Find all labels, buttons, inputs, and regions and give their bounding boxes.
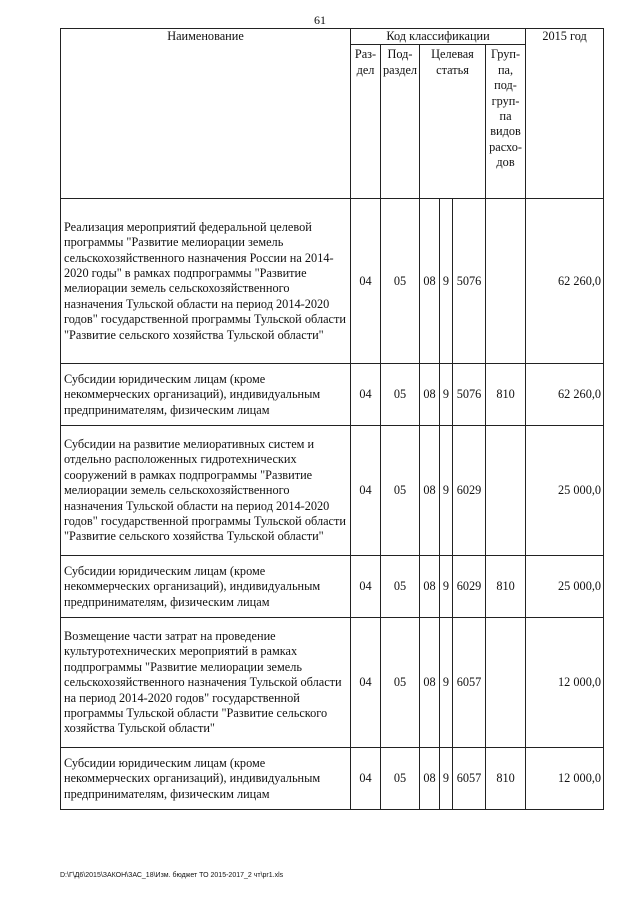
row-podrazdel: 05 [381,618,420,748]
row-podrazdel: 05 [381,748,420,810]
row-expense-group [486,618,526,748]
header-year: 2015 год [526,29,604,199]
row-target-part3: 6057 [453,748,486,810]
row-name: Субсидии юридическим лицам (кроме некоммерческих организаций), индивидуальным предпринимателям, физическим лицам [61,556,351,618]
row-target-part3: 6029 [453,426,486,556]
row-podrazdel: 05 [381,556,420,618]
row-target-part1: 08 [420,748,440,810]
row-target-part2: 9 [440,748,453,810]
table-row [61,426,604,556]
row-target-part1: 08 [420,364,440,426]
row-name: Субсидии на развитие мелиоративных систем и отдельно расположенных гидротехнических сооружений в рамках подпрограммы "Развитие мелиорации земель сельскохозяйственного назначения Тульской области на период 2014-2020 годов" государственной программы Тульской области "Развитие сельского хозяйства Тульской области" [61,426,351,556]
row-razdel: 04 [351,364,381,426]
row-podrazdel: 05 [381,199,420,364]
row-razdel: 04 [351,618,381,748]
table-row [61,556,604,618]
row-razdel: 04 [351,426,381,556]
row-name: Возмещение части затрат на проведение культуротехнических мероприятий в рамках подпрограммы "Развитие мелиорации земель сельскохозяйственного назначения Тульской области на период 2014-2020 годов" государственной программы Тульской области "Развитие сельского хозяйства Тульской области" [61,618,351,748]
row-amount: 25 000,0 [526,556,604,618]
row-target-part3: 5076 [453,199,486,364]
table-row [61,364,604,426]
file-path-footer: D:\Г\Д6\2015\ЗАКОН\ЗАС_18\Изм. бюджет ТО 2015-2017_2 чт\pr1.xls [60,872,284,879]
row-expense-group: 810 [486,364,526,426]
budget-table [60,28,604,810]
header-podrazdel: Под- раздел [381,45,420,199]
row-amount: 25 000,0 [526,426,604,556]
row-target-part3: 6029 [453,556,486,618]
table-row [61,618,604,748]
row-razdel: 04 [351,556,381,618]
row-target-part1: 08 [420,618,440,748]
row-name: Субсидии юридическим лицам (кроме некоммерческих организаций), индивидуальным предпринимателям, физическим лицам [61,364,351,426]
row-target-part2: 9 [440,199,453,364]
row-target-part2: 9 [440,556,453,618]
row-target-part2: 9 [440,618,453,748]
row-podrazdel: 05 [381,364,420,426]
row-target-part2: 9 [440,364,453,426]
row-name: Субсидии юридическим лицам (кроме некоммерческих организаций), индивидуальным предпринимателям, физическим лицам [61,748,351,810]
page-number: 61 [314,13,326,27]
row-target-part1: 08 [420,199,440,364]
row-target-part1: 08 [420,556,440,618]
header-razdel: Раз- дел [351,45,381,199]
row-expense-group: 810 [486,748,526,810]
row-amount: 62 260,0 [526,364,604,426]
row-target-part1: 08 [420,426,440,556]
table-row [61,748,604,810]
row-name: Реализация мероприятий федеральной целевой программы "Развитие мелиорации земель сельскохозяйственного назначения России на 2014-2020 годы" в рамках подпрограммы "Развитие мелиорации земель сельскохозяйственного назначения Тульской области на период 2014-2020 годов" государственной программы Тульской области "Развитие сельского хозяйства Тульской области" [61,199,351,364]
row-amount: 62 260,0 [526,199,604,364]
row-amount: 12 000,0 [526,618,604,748]
row-expense-group [486,199,526,364]
row-expense-group [486,426,526,556]
row-target-part3: 6057 [453,618,486,748]
header-group: Груп- па, под- груп- па видов расхо- дов [486,45,526,199]
row-amount: 12 000,0 [526,748,604,810]
row-target-part2: 9 [440,426,453,556]
table-row [61,199,604,364]
header-code-group: Код классификации [351,29,526,45]
header-target: Целевая статья [420,45,486,199]
row-podrazdel: 05 [381,426,420,556]
row-target-part3: 5076 [453,364,486,426]
header-name: Наименование [61,29,351,199]
row-razdel: 04 [351,748,381,810]
row-razdel: 04 [351,199,381,364]
row-expense-group: 810 [486,556,526,618]
